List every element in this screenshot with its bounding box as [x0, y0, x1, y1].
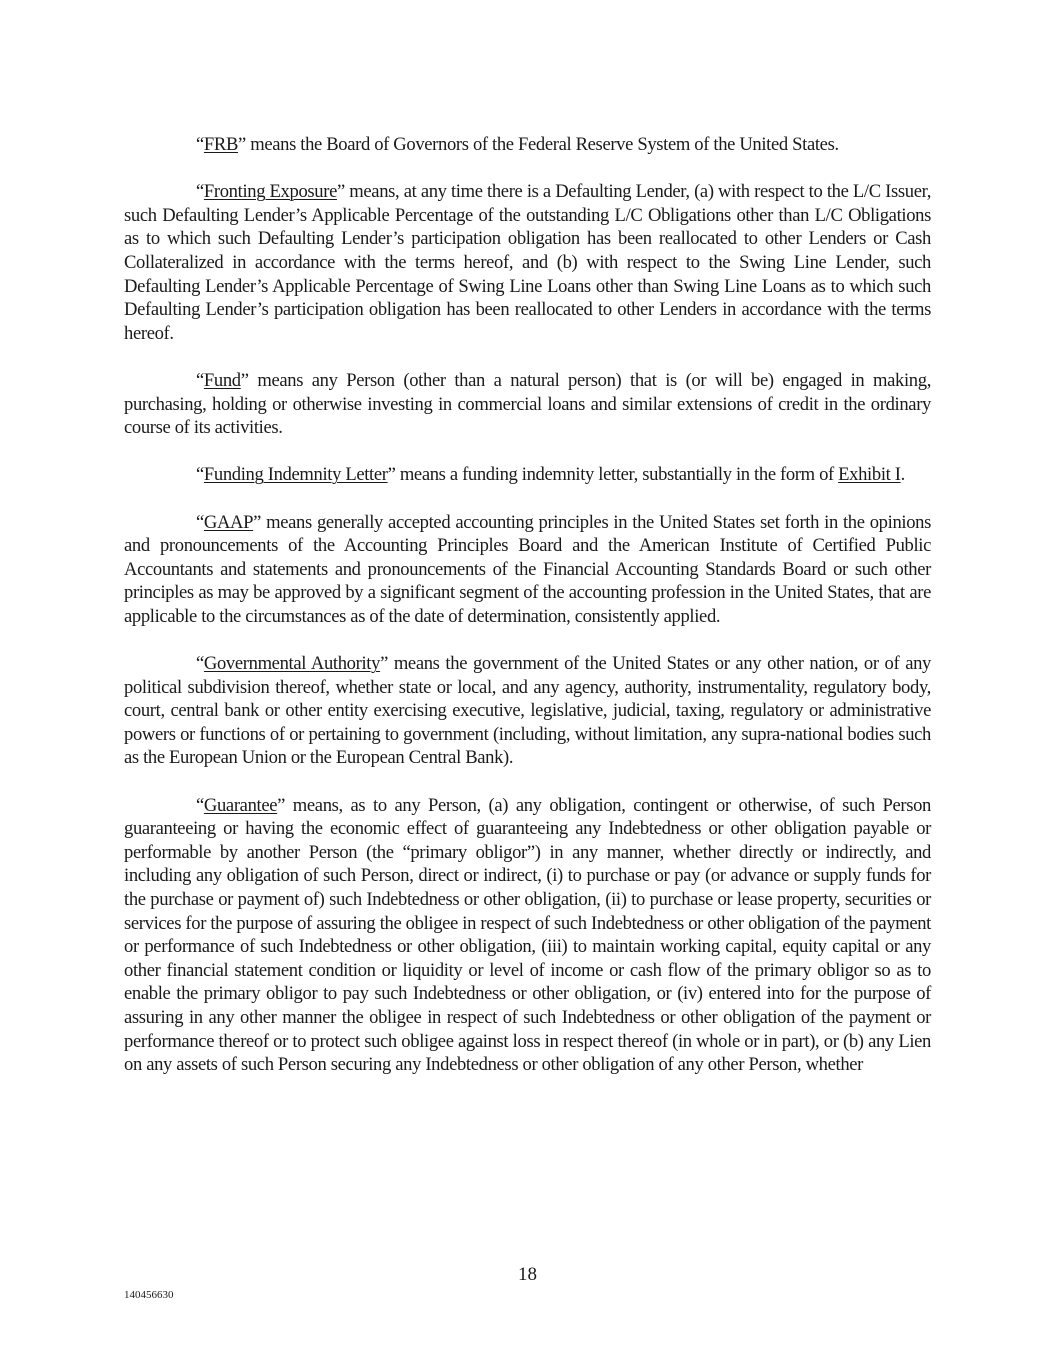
definition-tail: . — [900, 464, 905, 486]
open-quote: “ — [196, 369, 204, 391]
definition-gaap — [124, 511, 931, 629]
defined-term: Fund — [203, 369, 241, 391]
open-quote: “ — [196, 134, 204, 155]
defined-term: Fronting Exposure — [203, 181, 337, 203]
definition-fronting-exposure — [124, 180, 931, 345]
open-quote: “ — [196, 653, 204, 675]
defined-term: Governmental Authority — [203, 653, 381, 675]
page-number: 18 — [518, 1264, 537, 1285]
open-quote: “ — [196, 464, 204, 486]
definition-governmental-authority — [124, 652, 931, 770]
definition-text: means, as to any Person, (a) any obligation, contingent or otherwise, of such Person guaranteeing or having the economic effect of guaranteeing any Indebtedness or other obligation payable or performable by another Person (the “primary obligor”) in any manner, whether directly or indirectly, and including any obligation of such Person, direct or indirect, (i) to purchase or pay (or advance or supply funds for the purchase or payment of) such Indebtedness or other obligation, (ii) to purchase or lease property, securities or services for the purpose of assuring the obligee in respect of such Indebtedness or other obligation of the payment or performance of such Indebtedness or other obligation, (iii) to maintain working capital, equity capital or any other financial statement condition or liquidity or level of income or cash flow of the primary obligor so as to enable the primary obligor to pay such Indebtedness or other obligation, or (iv) entered into for the purpose of assuring in any other manner the obligee in respect of such Indebtedness or other obligation of the payment or performance thereof or to protect such obligee against loss in respect thereof (in whole or in part), or (b) any Lien on any assets of such Person securing any Indebtedness or other obligation of any other Person, whether — [124, 794, 931, 1076]
open-quote: “ — [196, 511, 204, 533]
definition-text: means any Person (other than a natural person) that is (or will be) engaged in making, purchasing, holding or otherwise investing in commercial loans and similar extensions of credit in the ordinary course of its activities. — [124, 369, 931, 439]
definition-text: means, at any time there is a Defaulting Lender, (a) with respect to the L/C Issuer, such Defaulting Lender’s Applicable Percentage of the outstanding L/C Obligations other than L/C Obligations as to which such Defaulting Lender’s participation obligation has been reallocated to other Lenders or Cash Collateralized in accordance with the terms hereof, and (b) with respect to the Swing Line Lender, such Defaulting Lender’s Applicable Percentage of Swing Line Loans other than Swing Line Loans as to which such Defaulting Lender’s participation obligation has been reallocated to other Lenders in accordance with the terms hereof. — [124, 181, 931, 344]
close-quote: ” — [336, 181, 345, 203]
close-quote: ” — [238, 134, 246, 155]
defined-term: Funding Indemnity Letter — [203, 464, 388, 486]
document-id: 140456630 — [124, 1289, 174, 1301]
defined-term: Guarantee — [203, 794, 278, 816]
definition-funding-indemnity-letter — [124, 463, 931, 487]
open-quote: “ — [196, 181, 204, 203]
definition-text: means generally accepted accounting principles in the United States set forth in the opinions and pronouncements of the Accounting Principles Board and the American Institute of Certified Public Accountants and statements and pronouncements of the Financial Accounting Standards Board or such other principles as may be approved by a significant segment of the accounting profession in the United States, that are applicable to the circumstances as of the date of determination, consistently applied. — [124, 511, 931, 627]
definition-fund — [124, 369, 931, 440]
defined-term: GAAP — [203, 511, 254, 533]
close-quote: ” — [253, 511, 262, 533]
close-quote: ” — [380, 653, 388, 675]
close-quote: ” — [240, 369, 249, 391]
exhibit-reference: Exhibit I — [838, 464, 901, 486]
open-quote: “ — [196, 794, 204, 816]
document-page-body — [124, 133, 931, 1100]
definition-text: means a funding indemnity letter, substantially in the form of — [395, 464, 839, 486]
definition-text: means the Board of Governors of the Federal Reserve System of the United States. — [245, 134, 839, 155]
defined-term: FRB — [203, 134, 239, 155]
definition-guarantee — [124, 794, 931, 1077]
close-quote: ” — [277, 794, 286, 816]
definition-text: means the government of the United States or any other nation, or of any political subdivision thereof, whether state or local, and any agency, authority, instrumentality, regulatory body, court, central bank or other entity exercising executive, legislative, judicial, taxing, regulatory or administrative powers or functions of or pertaining to government (including, without limitation, any supra-national bodies such as the European Union or the European Central Bank). — [124, 653, 931, 769]
definition-frb — [124, 133, 931, 157]
close-quote: ” — [387, 464, 396, 486]
